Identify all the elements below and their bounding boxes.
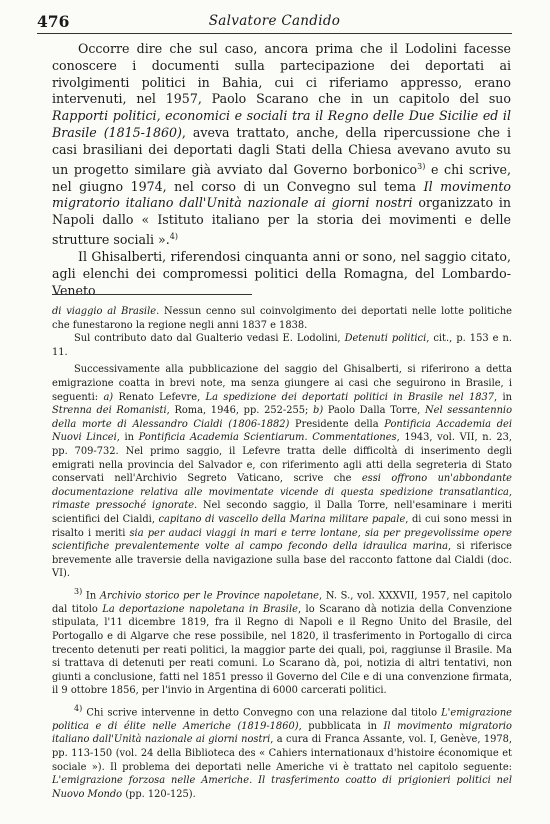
text-run: . Nessun cenno sul coinvolgimento dei deportati nelle lotte politiche che funestarono la regione negli anni 1837 e 1838.: [52, 306, 513, 331]
body-paragraph: [52, 41, 511, 249]
header-rule: [37, 33, 512, 34]
text-run: sia per audaci viaggi in mari e terre lontane, sia per pregevolissime opere scientifiche prevalentemente volte al campo fecondo della idraulica marina: [52, 527, 512, 553]
note-marker: 4): [169, 231, 178, 241]
text-run: Il movimento migratorio italiano dall'Unità nazionale ai giorni nostri: [52, 178, 511, 211]
text-run: a): [103, 391, 114, 403]
text-run: Nel sessantennio della morte di Alessandro Cialdi (1806-1882): [52, 405, 513, 430]
footnotes: [52, 305, 512, 801]
text-run: , N. S., vol. XXXVII, 1957, nel capitolo dal titolo: [52, 590, 512, 615]
note-marker: 4): [74, 703, 83, 713]
text-run: , di cui sono messi in risalto i meriti: [52, 513, 512, 539]
text-run: La deportazione napoletana in Brasile: [102, 603, 298, 615]
text-run: , aveva trattato, anche, della ripercussione che i casi brasiliani dei deportati dagli Stati della Chiesa avevano avuto su un progetto similare già avviato dal Governo borbonico: [52, 124, 511, 177]
text-run: , pubblicata in: [298, 720, 384, 732]
text-run: In: [82, 590, 100, 602]
text-run: Il Ghisalberti, riferendosi cinquanta anni or sono, nel saggio citato, agli elenchi dei compromessi politici della Romagna, del Lombardo-Veneto: [52, 248, 511, 298]
text-run: , Roma, 1946, pp. 252-255;: [166, 405, 314, 417]
text-run: Occorre dire che sul caso, ancora prima che il Lodolini facesse conoscere i documenti sulla partecipazione dei deportati ai rivolgimenti politici in Bahia, cui ci riferiamo appresso, erano intervenuti, nel 1957, Paolo Scarano che in un capitolo del suo: [52, 41, 511, 107]
text-run: , in: [494, 391, 512, 403]
text-run: organizzato in Napoli dallo « Istituto italiano per la storia dei movimenti e delle strutture sociali ».: [52, 195, 511, 248]
text-run: , in: [116, 432, 139, 444]
text-run: Archivio storico per le Province napoletane: [99, 590, 319, 602]
text-run: (pp. 120-125).: [122, 788, 196, 800]
text-run: Detenuti politici: [344, 333, 427, 345]
text-run: Successivamente alla pubblicazione del saggio del Ghisalberti, si riferirono a detta emigrazione coatta in brevi note, ma senza giungere ai casi che seguirono in Brasile, i seguenti:: [52, 364, 512, 403]
text-run: , cit., p. 153 e n. 11.: [52, 333, 512, 358]
text-run: , lo Scarano dà notizia della Convenzione stipulata, l'11 dicembre 1819, fra il Regno di Napoli e il Regno Unito del Brasile, del Portogallo e di Algarve che rese possibile, nel 1820, il trasferimento in Portogallo di circa trecento detenuti per reati politici, la maggior parte dei quali, poi, raggiunse il Brasile. Ma si trattava di detenuti per reati comuni. Lo Scarano dà, poi, notizia di altri tentativi, non giunti a conclusione, fatti nel 1851 presso il Governo del Cile e di una convenzione firmata, il 9 ottobre 1856, per l'invio in Argentina di 6000 carcerati politici.: [52, 603, 513, 697]
text-run: e chi scrive, nel giugno 1974, nel corso di un Convegno sul tema: [52, 161, 511, 194]
text-run: , 1943, vol. VII, n. 23, pp. 709-732. Nel primo saggio, il Lefevre tratta delle difficoltà di inserimento degli emigrati nella provincia del Salvador e, con riferimento agli atti della segreteria di Stato conservati nell'Archivio Segreto Vaticano, scrive che: [52, 432, 512, 485]
text-run: Pontificia Academia Scientiarum. Commentationes: [138, 432, 397, 444]
text-run: di viaggio al Brasile: [52, 306, 157, 317]
text-run: Renato Lefevre,: [113, 391, 206, 403]
text-run: Paolo Dalla Torre,: [323, 405, 425, 417]
text-run: Rapporti politici, economici e sociali tra il Regno delle Due Sicilie ed il Brasile (1815-1860): [52, 108, 511, 140]
note-marker: 3): [74, 586, 83, 596]
note-marker: 3): [417, 161, 426, 171]
footnote-continuation: [52, 363, 512, 581]
body-paragraph: [52, 249, 511, 299]
text-run: Chi scrive intervenne in detto Convegno con una relazione dal titolo: [82, 707, 442, 719]
text-run: , si riferisce brevemente alle traversie della navigazione sulla base del racconto fattone dal Cialdi (doc. VI).: [52, 541, 513, 580]
text-run: Strenna dei Romanisti: [52, 405, 167, 417]
running-title: Salvatore Candido: [208, 13, 341, 29]
footnote-continuation: [52, 305, 512, 332]
footnote-rule: [52, 294, 252, 295]
text-run: essi offrono un'abbondante documentazione relativa alle movimentate vicende di questa spedizione transatlantica, rimaste pressoché ignorate: [52, 473, 512, 512]
page-number: 476: [37, 12, 70, 31]
text-run: L'emigrazione forzosa nelle Americhe. Il trasferimento coatto di prigionieri politici nel Nuovo Mondo: [52, 775, 512, 800]
footnote-4: [52, 702, 512, 801]
text-run: La spedizione dei deportati politici in Brasile nel 1837: [205, 391, 495, 403]
text-run: Pontificia Accademia dei Nuovi Lincei: [52, 418, 512, 444]
text-run: L'emigrazione politica e di élite nelle Americhe (1819-1860): [52, 707, 512, 732]
footnote-continuation: [52, 332, 512, 359]
page-header: [37, 12, 512, 34]
text-run: Il movimento migratorio italiano dall'Unità nazionale ai giorni nostri: [52, 720, 512, 746]
text-run: Presidente della: [289, 418, 385, 430]
main-text: [52, 41, 511, 299]
text-run: b): [313, 405, 324, 417]
text-run: . Nel secondo saggio, il Dalla Torre, nell'esaminare i meriti scientifici del Cialdi,: [52, 500, 512, 525]
text-run: capitano di vascello della Marina militare papale: [158, 513, 406, 525]
footnote-3: [52, 585, 512, 698]
text-run: , a cura di Franca Assante, vol. I, Genève, 1978, pp. 113-150 (vol. 24 della Biblioteca des « Cahiers internationaux d'histoire économique et sociale »). Il problema dei deportati nelle Americhe vi è trattato nel capitolo seguente:: [52, 734, 513, 773]
text-run: Sul contributo dato dal Gualterio vedasi E. Lodolini,: [74, 333, 345, 345]
